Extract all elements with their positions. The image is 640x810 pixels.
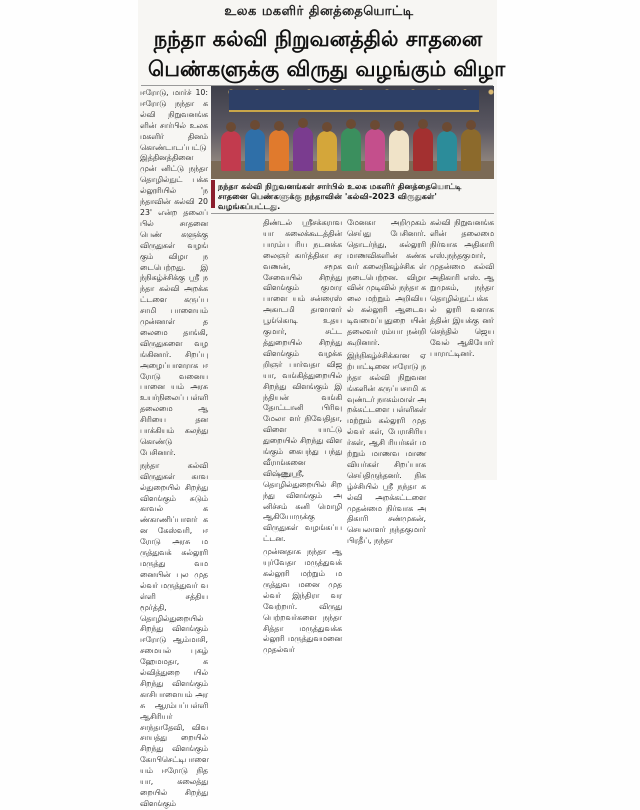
- column-4-paragraph-1: கல்வி நிறுவனங்களின் தலைமை நிர்வாக அதிகாரி எஸ்.நந்தகுமார், முதன்மை கல்வி அதிகாரி எஸ். ஆறுமுகம், நந்தா தொழில்நுட்பக்கல் லூரி வளாகத்தின் இயக்கு னர் செந்தில் ஜெயவேல் ஆகியோர் பாராட்டினர்.: [430, 218, 494, 358]
- person-figure: [341, 128, 361, 171]
- person-figure: [317, 131, 337, 171]
- person-figure: [389, 130, 409, 171]
- award-ceremony-photo: [211, 86, 494, 179]
- kicker-title: உலக மகளிர் தினத்தையொட்டி: [224, 4, 414, 19]
- person-figure: [461, 129, 481, 171]
- person-figure: [365, 129, 385, 171]
- column-1-paragraph-2: நந்தா கல்வி விருதுகள் காவல்துறையில் சிறந்து விளங்கும் சுடும் காவல் கண்காணிப்பாளர் கன கேஸ்வரி, ஈரோடு அரசு மருத்துவக் கல்லூரி மருத்து வமனையின் புல முதல்வர் மருத்துவர் வள்ளி சத்திய மூர்த்தி, தொழில்துறையில் சிறந்து விளங்கும் ஈரோடு ஆம்மாசி, சமையல் புகழ் ஹேமமதா, கல்வித்துறை யில் சிறந்து விளங்கும் காசிபாளையம் அரசு ஆரம்பப்பள்ளி ஆசிரியர் சாந்தாதேவி, விவசாயத்து றையில் சிறந்து விளங்கும் கோபிசெட்டிபாளையம் ஈரோடு நிதயா, கலைத்து றையில் சிறந்து விளங்கும்: [140, 460, 209, 808]
- column-3-paragraph-1: மேனகா அறிமுகம் செய்து பேசினார். தொடர்ந்து, கல்லூரி மாணவிகளின் கண்கவர் கலைநிகழ்ச்சிக ள் நடைபெற்றன. விழா வின் முடிவில் நந்தா கலை மற்றும் அறிவியல் கல்லூரி ஆடைவடிவமைப்புதுறை யின் தலைவர் ரம்யா நன்றி கூறினார்.: [347, 218, 426, 347]
- article-column-2: [263, 218, 342, 655]
- article-column-1: [140, 88, 209, 808]
- stage-banner: [229, 90, 479, 112]
- column-2-paragraph-2: முன்னதாக நந்தா ஆயுர்வேதா மருத்துவக் கல்லூரி மற்றும் மருத்துவ மனை முதல்வர் இந்திரா வரவேற்றார். விருது பெற்றவர்களை நந்தா சித்தா மருத்துவக்கல்லூரி மருத்துவமனை முதல்வர்: [263, 547, 342, 655]
- person-figure: [413, 128, 433, 171]
- person-figure: [293, 127, 313, 171]
- person-figure: [245, 129, 265, 171]
- column-2-paragraph-1: திண்டல் ஸ்ரீசக்கராவயா கலைக்கூடத்தின் பாரம்ப ரிய நடனக்கலைஞர் கார்த்திகா சரவணன், சமூக சேவையில் சிறந்து விளங்கும் குமாரபாளை யம் சன்ரைஸ் அகாடமி தாளாளர் பூங்கொடி உதய குமார், சட்டத்துறையில் சிறந்து விளங்கும் வழக்க றிஞர் பார்வதா விஜயா, வங்கித்துறையில் சிறந்து விளங்கும் இந்தியன் வங்கி தோட்டானி பிரிவு மேலா ளர் நிவேதிதா, விளை யாட்டு துறையில் சிறந்து விளங்கும் கைபந்து பந்து வீராங்கனை விஷ்ணுஸ்ரீ, தொழில்துறையில் சிறந்து விளங்கும் அனிச்சம் கனி மொழி ஆகியோருக்கு விருதுகள் வழங்கப்பட்டன.: [263, 218, 342, 544]
- caption-rule: [211, 213, 494, 214]
- headline-line-1: நந்தா கல்வி நிறுவனத்தில் சாதனை: [153, 27, 483, 51]
- column-3-paragraph-2: இந்நிகழ்ச்சிக்கான ஏற்பாட்டினை ஈரோடு நந்தா கல்வி நிறுவனங்களின் கருப்பசாமி கவுண்டர் நாகம்மாள் அறக்கட்டளை பள்ளிகள் மற்றும் கல்லூரி முதல்வர் கள், பேராசிரியர்கள், ஆசி ரியர்கள் மற்றும் மாணவ மாணவியர்கள் சிறப்பாக செய்திருந்தனர். நிகழ்ச்சியில் ஸ்ரீ நந்தா கல்வி அறக்கட்டளை முதன்மை நிர்வாக அதிகாரி சண்முகன், செயலாளர் நந்தகுமார் பிரதீப், நந்தா: [347, 350, 427, 546]
- article-column-3: [347, 218, 427, 546]
- caption-accent-bar: [211, 180, 215, 208]
- photo-caption: நந்தா கல்வி நிறுவனங்கள் சார்பில் உலக மகளிர் தினத்தையொட்டி சாதனை பெண்களுக்கு நந்தாவின் 'கல்வி-2023 விருதுகள்' வழங்கப்பட்டது.: [218, 181, 462, 211]
- person-figure: [221, 131, 241, 171]
- person-figure: [269, 130, 289, 171]
- headline-line-2: பெண்களுக்கு விருது வழங்கும் விழா: [148, 57, 506, 81]
- person-figure: [437, 131, 457, 171]
- article-column-4: [430, 218, 494, 478]
- column-1-paragraph-1: ஈரோடு, மார்ச் 10: ஈரோடு நந்தா கல்வி நிறுவனங்க ளின் சார்பில் உலக மகளிர் தினம் கொண்டாடப்பட்டு இத்தினத்தினை முன் னிட்டு நந்தா தொழில்நுட் பக்கல்லூரியில் 'நந்தாவின் கல்வி 2023' என்ற தலைப் பில் சாதனை பெண் களுக்கு விருதுகள் வழங் கும் விழா நடைபெற்றது. இந்நிகழ்ச்சிக்கு ஸ்ரீ நந்தா கல்வி அறக்கட்டளை கருப்பசாமி பாளையம் முன்னாள் தலைமை தாங்கி, விருதுகளை வழங்கினார். சிறப்பு அழைப்பாளராக ஈரோடு வனையபானை யம் அரசு உயர்நிலைப் பள்ளி தலைமை ஆசிரியை தன பாக்கியம் கலந்து கொண்டு பேசினார்.: [140, 88, 208, 457]
